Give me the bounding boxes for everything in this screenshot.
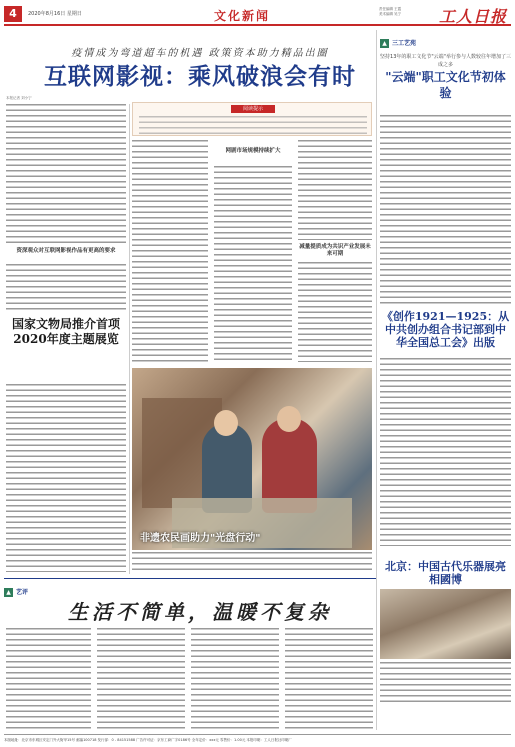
column-rule [376, 30, 377, 730]
right-photo-title: 北京：中国古代乐器展亮相國博 [385, 560, 506, 586]
editor-1: 责任编辑 王霞 [379, 7, 402, 11]
editor-2: 美术编辑 吴宁 [379, 12, 402, 16]
editors [379, 7, 401, 17]
subhead-2: 网剧市场规模持续扩大 [225, 148, 281, 154]
main-title: 互联网影视：乘风破浪会有时 [44, 64, 356, 90]
lower-body-col-1 [6, 628, 91, 730]
subhead-3: 减量提质成为共识产业发展未来可期 [299, 244, 371, 257]
editor-note-box [132, 102, 372, 136]
main-photo-credit [132, 552, 372, 574]
section-title: 文化新闻 [214, 9, 271, 23]
main-body-col-1b [6, 264, 126, 312]
right-photo [380, 589, 511, 659]
page-header [4, 4, 511, 26]
right-tag: ▲ 三工艺苑 [380, 39, 420, 49]
right-column [380, 30, 511, 101]
page-number: 4 [4, 6, 22, 22]
main-body-col-1 [6, 104, 126, 244]
main-body-col-4 [298, 140, 372, 240]
right-title: "云端"职工文化节初体验 [385, 70, 506, 100]
main-byline: 本报记者 刘小宁 [6, 96, 32, 100]
sidebar-story [6, 317, 126, 379]
main-photo-caption: 非遗农民画助力"光盘行动" [140, 533, 261, 544]
sidebar-story-title: 国家文物局推介首项2020年度主题展览 [11, 317, 120, 346]
subhead-1: 资深观众对互联网影视作品有更高的要求 [16, 248, 116, 254]
right-body-1 [380, 115, 511, 305]
right-second-title: 《创作1921—1925：从中共创办组合书记部到中华全国总工会》出版 [381, 310, 510, 349]
lower-title: 生活不简单，温暖不复杂 [68, 600, 332, 624]
sidebar-story-body [6, 384, 126, 572]
main-photo [132, 368, 372, 550]
right-lead: 坚持13年的职工文化节"云端"举行参与人数较往年增加了三成之多 [380, 54, 511, 68]
lower-body-col-2 [97, 628, 185, 730]
lower-section-band [4, 578, 376, 596]
lower-body-col-3 [191, 628, 279, 730]
main-body-col-2 [132, 140, 208, 362]
lower-tag: ▲ 艺评 [4, 588, 32, 598]
date-line: 2020年8月16日 星期日 [28, 11, 82, 17]
column-rule [129, 104, 130, 574]
main-body-col-3 [214, 166, 292, 362]
editor-note-tag: 阅读提示 [231, 105, 275, 113]
main-lead-title: 疫情成为弯道超车的机遇 政策资本助力精品出圈 [71, 48, 329, 59]
right-photo-caption [380, 662, 511, 702]
page-footer: 本版地址：北京市东城区安定门外大街甲15号 邮编100718 发行部：0 - 84151588 广告许可证：京东工商广字0186号 全年定价：xxx元 零售价：1.00元 本报印刷：工人日报社印刷厂 [4, 734, 511, 744]
right-tag-icon: ▲ [380, 39, 389, 48]
right-body-2 [380, 358, 511, 546]
main-body-col-4b [298, 262, 372, 362]
masthead-logo: 工人日报 [438, 7, 507, 26]
lower-body-col-4 [285, 628, 373, 730]
lower-tag-icon: ▲ [4, 588, 13, 597]
editor-note-text [139, 116, 367, 134]
